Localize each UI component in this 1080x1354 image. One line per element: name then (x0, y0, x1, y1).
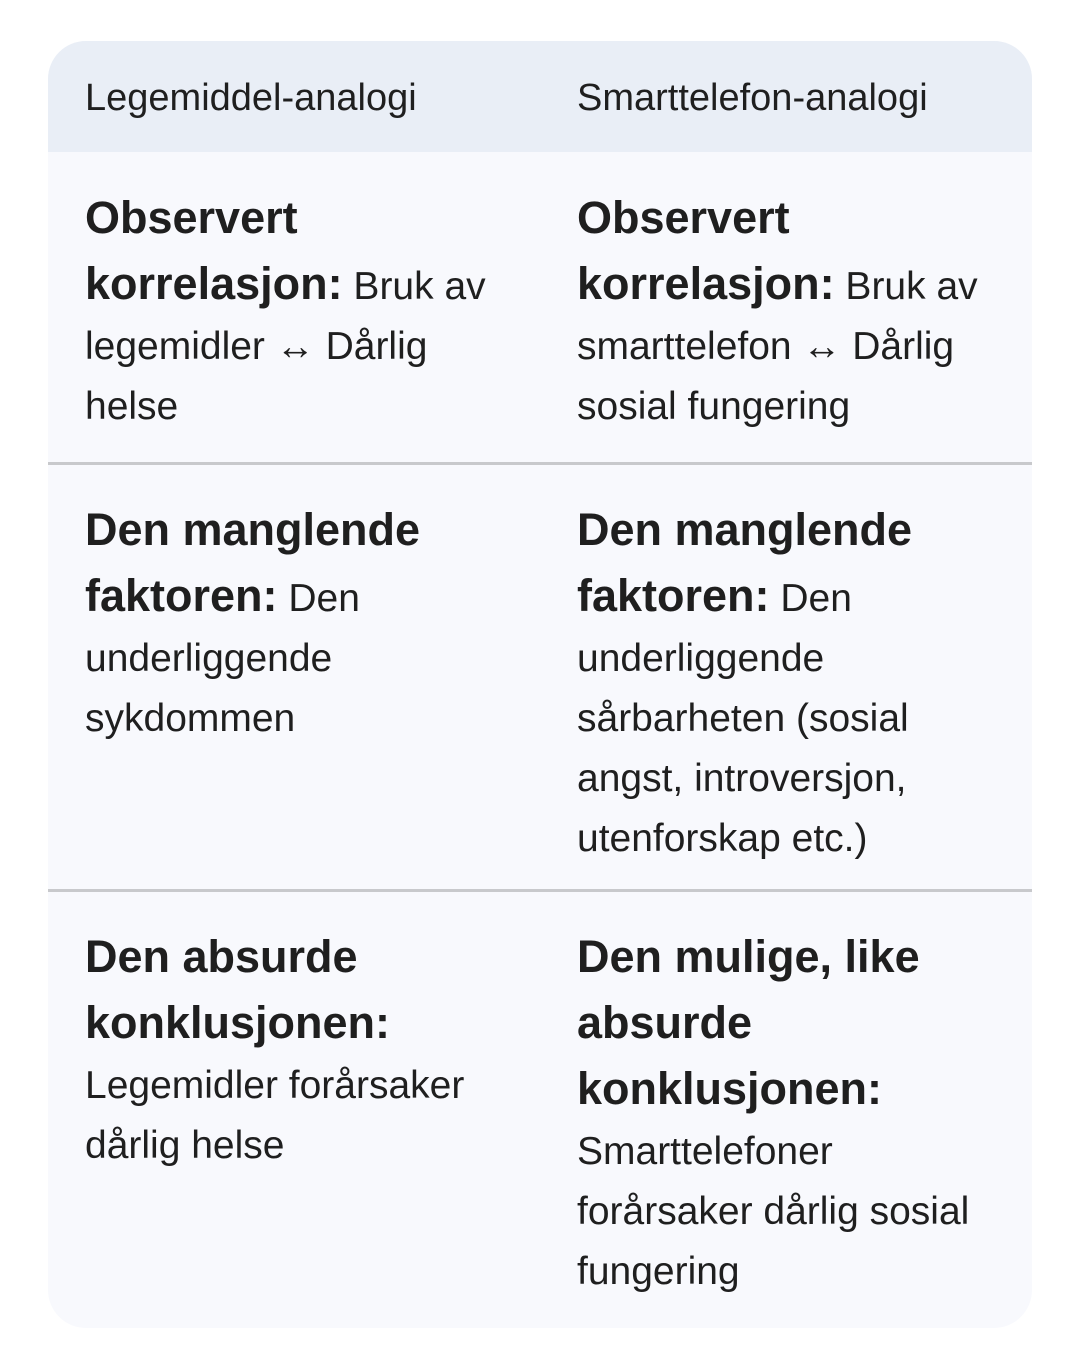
row-3-right-text: Smarttelefoner forårsaker dårlig sosial fungering (577, 1130, 970, 1293)
row-3-left-cell (85, 924, 505, 1176)
row-2-left-label: Den manglende faktoren: (85, 504, 421, 621)
table-header-row (48, 41, 1032, 152)
header-right: Smarttelefon-analogi (577, 77, 928, 119)
row-1-left-cell (85, 185, 505, 437)
row-3-right-cell (577, 924, 1007, 1302)
row-2-right-text: Den underliggende sårbarheten (sosial angst, introversjon, utenforskap etc.) (577, 577, 909, 860)
row-1-right-text: Bruk av smarttelefon ↔ Dårlig sosial fungering (577, 265, 978, 428)
row-2-left-text: Den underliggende sykdommen (85, 577, 360, 740)
row-1-left-label: Observert korrelasjon: (85, 192, 343, 309)
row-3-left-label: Den absurde konklusjonen: (85, 931, 391, 1048)
row-divider (48, 889, 1032, 892)
row-divider (48, 462, 1032, 465)
header-left: Legemiddel-analogi (85, 77, 417, 119)
row-2-right-label: Den manglende faktoren: (577, 504, 913, 621)
row-1-right-cell (577, 185, 1007, 437)
row-2-right-cell (577, 497, 1007, 869)
row-2-left-cell (85, 497, 505, 749)
row-3-left-text: Legemidler forårsaker dårlig helse (85, 1064, 465, 1167)
row-3-right-label: Den mulige, like absurde konklusjonen: (577, 931, 920, 1114)
row-1-left-text: Bruk av legemidler ↔ Dårlig helse (85, 265, 486, 428)
row-1-right-label: Observert korrelasjon: (577, 192, 835, 309)
comparison-table (48, 41, 1032, 1328)
